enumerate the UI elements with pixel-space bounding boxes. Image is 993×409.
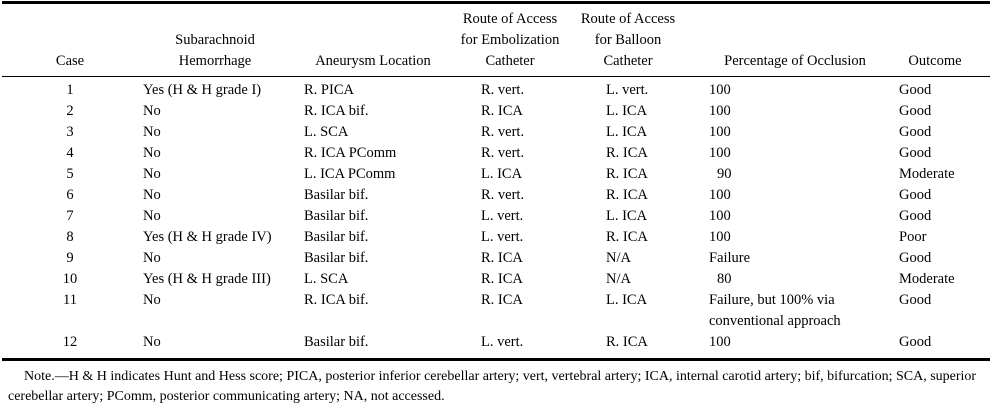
cell-location: R. ICA bif.: [304, 292, 369, 308]
cell-emb-route: L. vert.: [481, 208, 524, 224]
cell-balloon-route: R. ICA: [606, 166, 648, 182]
cell-emb-route: R. ICA: [481, 271, 523, 287]
header-bal-line1: Route of Access: [580, 11, 676, 27]
header-location: Aneurysm Location: [315, 53, 431, 69]
cell-emb-route: R. ICA: [481, 292, 523, 308]
cell-location: Basilar bif.: [304, 250, 369, 266]
cell-location: Basilar bif.: [304, 187, 369, 203]
cell-occlusion: 80: [717, 271, 732, 287]
header-sah-line1: Subarachnoid: [175, 32, 255, 48]
cell-outcome: Good: [899, 250, 932, 266]
cell-occlusion: Failure: [709, 250, 751, 266]
cell-sah: Yes (H & H grade I): [143, 82, 262, 98]
cell-location: Basilar bif.: [304, 208, 369, 224]
bottom-rule: [2, 358, 990, 361]
cell-case: 10: [62, 271, 78, 287]
cell-balloon-route: N/A: [606, 271, 631, 287]
cell-sah: No: [143, 187, 161, 203]
cell-location: L. SCA: [304, 271, 349, 287]
cell-sah: No: [143, 124, 161, 140]
cell-occlusion: 100: [709, 103, 731, 119]
header-bal-line2: for Balloon: [594, 32, 662, 48]
cell-emb-route: L. vert.: [481, 334, 524, 350]
cell-location: R. ICA bif.: [304, 103, 369, 119]
cell-balloon-route: R. ICA: [606, 229, 648, 245]
cell-sah: No: [143, 334, 161, 350]
cell-occlusion: 100: [709, 187, 731, 203]
header-occlusion: Percentage of Occlusion: [724, 53, 866, 69]
cell-emb-route: L. ICA: [481, 166, 523, 182]
header-emb-line1: Route of Access: [462, 11, 558, 27]
cell-sah: Yes (H & H grade IV): [143, 229, 272, 245]
cell-occlusion-line2: conventional approach: [709, 313, 841, 329]
header-bal-line3: Catheter: [603, 53, 653, 69]
cell-balloon-route: R. ICA: [606, 187, 648, 203]
cell-location: R. PICA: [304, 82, 354, 98]
cell-outcome: Moderate: [899, 271, 955, 287]
cell-sah: No: [143, 103, 161, 119]
cell-sah: Yes (H & H grade III): [143, 271, 271, 287]
cell-case: 11: [63, 292, 77, 308]
cell-outcome: Good: [899, 145, 932, 161]
cell-occlusion: 90: [717, 166, 732, 182]
cell-outcome: Poor: [899, 229, 927, 245]
cell-occlusion: Failure, but 100% via: [709, 292, 835, 308]
cell-balloon-route: L. ICA: [606, 124, 648, 140]
cell-balloon-route: N/A: [606, 250, 631, 266]
cell-location: Basilar bif.: [304, 334, 369, 350]
cell-location: R. ICA PComm: [304, 145, 397, 161]
cell-occlusion: 100: [709, 229, 731, 245]
header-case: Case: [55, 53, 85, 69]
cell-occlusion: 100: [709, 145, 731, 161]
cell-location: L. ICA PComm: [304, 166, 396, 182]
cell-balloon-route: R. ICA: [606, 145, 648, 161]
cell-emb-route: L. vert.: [481, 229, 524, 245]
cell-emb-route: R. ICA: [481, 103, 523, 119]
cell-sah: No: [143, 145, 161, 161]
cell-case: 3: [66, 124, 74, 140]
cell-outcome: Good: [899, 124, 932, 140]
cell-balloon-route: L. ICA: [606, 208, 648, 224]
cell-case: 7: [66, 208, 74, 224]
cell-case: 6: [66, 187, 74, 203]
cell-outcome: Good: [899, 187, 932, 203]
cell-occlusion: 100: [709, 82, 731, 98]
cell-outcome: Good: [899, 208, 932, 224]
cell-balloon-route: L. ICA: [606, 292, 648, 308]
table-note: Note.—H & H indicates Hunt and Hess score; PICA, posterior inferior cerebellar artery; vert, vertebral artery; ICA, internal carotid artery; bif, bifurcation; SCA, superior cerebellar artery; PComm, posterior communicating artery; NA, not accessed.: [8, 369, 977, 404]
header-emb-line2: for Embolization: [460, 32, 560, 48]
cell-sah: No: [143, 292, 161, 308]
cell-emb-route: R. vert.: [481, 187, 525, 203]
cell-outcome: Moderate: [899, 166, 955, 182]
cell-case: 2: [66, 103, 74, 119]
top-rule: [2, 1, 990, 4]
cell-outcome: Good: [899, 334, 932, 350]
cell-outcome: Good: [899, 292, 932, 308]
cell-occlusion: 100: [709, 334, 731, 350]
cell-emb-route: R. vert.: [481, 82, 525, 98]
header-sah-line2: Hemorrhage: [178, 53, 252, 69]
cell-sah: No: [143, 166, 161, 182]
cell-occlusion: 100: [709, 208, 731, 224]
header-emb-line3: Catheter: [485, 53, 535, 69]
cell-outcome: Good: [899, 82, 932, 98]
cell-case: 5: [66, 166, 74, 182]
cell-balloon-route: L. ICA: [606, 103, 648, 119]
cell-occlusion: 100: [709, 124, 731, 140]
cell-case: 12: [62, 334, 78, 350]
cell-sah: No: [143, 250, 161, 266]
cell-case: 4: [66, 145, 74, 161]
cell-emb-route: R. vert.: [481, 145, 525, 161]
cell-outcome: Good: [899, 103, 932, 119]
cell-case: 1: [66, 82, 74, 98]
cell-balloon-route: R. ICA: [606, 334, 648, 350]
header-outcome: Outcome: [908, 53, 962, 69]
cell-emb-route: R. vert.: [481, 124, 525, 140]
cell-case: 8: [66, 229, 74, 245]
header-rule: [2, 76, 990, 77]
cell-emb-route: R. ICA: [481, 250, 523, 266]
cell-location: L. SCA: [304, 124, 349, 140]
cell-balloon-route: L. vert.: [606, 82, 649, 98]
cell-case: 9: [66, 250, 74, 266]
cell-sah: No: [143, 208, 161, 224]
cell-location: Basilar bif.: [304, 229, 369, 245]
